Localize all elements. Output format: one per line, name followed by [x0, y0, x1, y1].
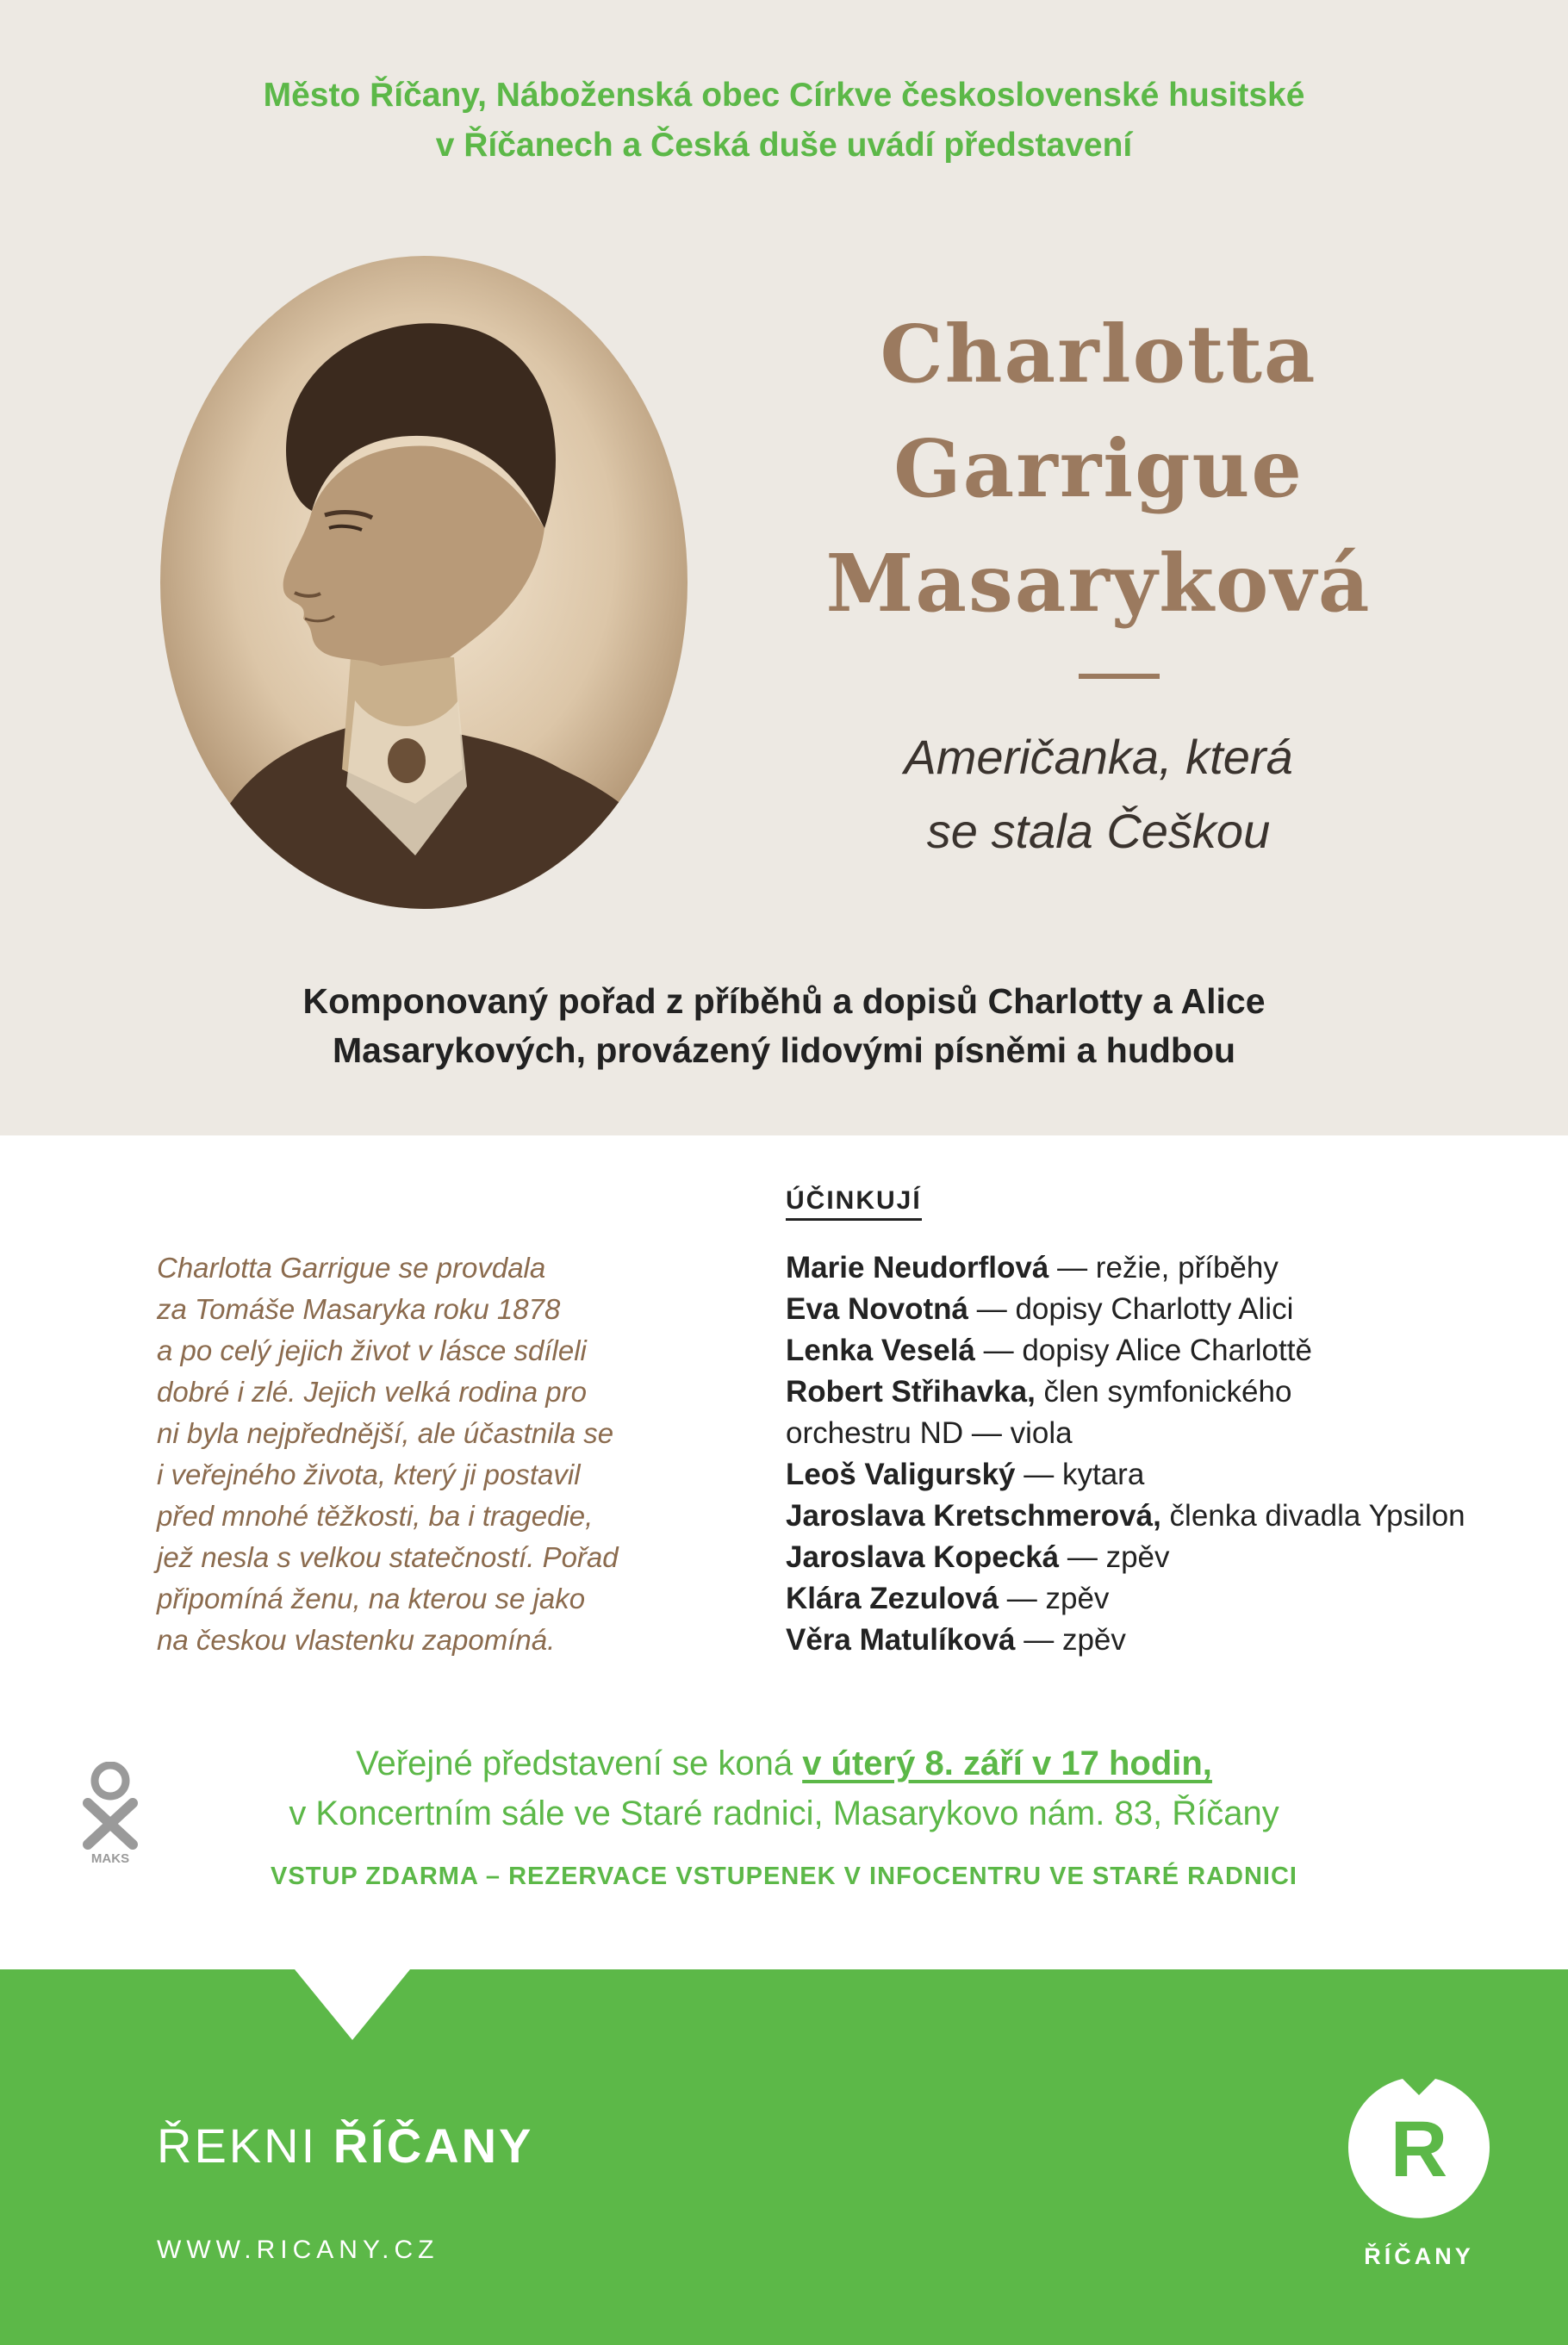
about-line: připomíná ženu, na kterou se jako	[157, 1583, 586, 1614]
event-intro: Veřejné představení se koná	[356, 1745, 803, 1782]
cast-item	[786, 1372, 1544, 1413]
cast-item	[786, 1289, 1544, 1330]
cast-name: Robert Střihavka,	[786, 1375, 1036, 1409]
cast-role: — kytara	[1015, 1458, 1145, 1491]
cast-name: Lenka Veselá	[786, 1334, 975, 1367]
cast-item	[786, 1578, 1544, 1620]
subtitle-line-1: Američanka, která	[904, 730, 1293, 784]
brand-slogan	[157, 2116, 533, 2176]
event-date: v úterý 8. září v 17 hodin,	[802, 1745, 1212, 1782]
title-divider	[1079, 674, 1160, 679]
maks-logo-label: MAKS	[90, 1851, 130, 1865]
cast-role: — režie, příběhy	[1048, 1251, 1279, 1284]
cast-role: člen symfonického	[1035, 1375, 1292, 1409]
cast-item	[786, 1620, 1544, 1661]
cast-name: Jaroslava Kopecká	[786, 1540, 1060, 1574]
ricany-logo-letter: R	[1390, 2106, 1448, 2193]
cast-role: orchestru ND — viola	[786, 1416, 1073, 1450]
cast-role: — zpěv	[1015, 1623, 1126, 1657]
cast-item	[786, 1496, 1544, 1537]
about-line: i veřejného života, který ji postavil	[157, 1459, 581, 1490]
presenter-line-2: v Říčanech a Česká duše uvádí představení	[435, 127, 1133, 164]
about-line: a po celý jejich život v lásce sdíleli	[157, 1334, 587, 1366]
brand-slogan-light: ŘEKNI	[157, 2118, 333, 2173]
cast-role: členka divadla Ypsilon	[1160, 1499, 1465, 1533]
cast-name: Marie Neudorflová	[786, 1251, 1049, 1284]
ricany-logo-label: ŘÍČANY	[1364, 2243, 1474, 2269]
about-line: na českou vlastenku zapomíná.	[157, 1624, 556, 1656]
cast-item	[786, 1330, 1544, 1372]
ricany-logo	[1346, 2074, 1492, 2221]
program-line-2: Masarykových, provázený lidovými písněmi a hudbou	[332, 1030, 1236, 1070]
cast-heading: ÚČINKUJÍ	[786, 1184, 922, 1221]
presenter-line-1: Město Říčany, Náboženská obec Církve československé husitské	[263, 77, 1305, 114]
about-line: za Tomáše Masaryka roku 1878	[157, 1293, 561, 1325]
about-line: před mnohé těžkosti, ba i tragedie,	[157, 1500, 594, 1532]
cast-role: — zpěv	[999, 1582, 1110, 1615]
cast-role: — dopisy Charlotty Alici	[968, 1292, 1294, 1326]
cast-item	[786, 1247, 1544, 1289]
about-line: dobré i zlé. Jejich velká rodina pro	[157, 1376, 587, 1408]
program-description	[0, 977, 1568, 1075]
footer-notch	[295, 1969, 410, 2040]
cast-item	[786, 1413, 1544, 1454]
about-line: ni byla nejpřednější, ale účastnila se	[157, 1417, 614, 1449]
program-line-1: Komponovaný pořad z příběhů a dopisů Charlotty a Alice	[302, 981, 1266, 1021]
cast-name: Klára Zezulová	[786, 1582, 999, 1615]
about-line: jež nesla s velkou statečností. Pořad	[157, 1541, 619, 1573]
title-line-2: Garrigue	[893, 422, 1304, 515]
show-title	[758, 297, 1439, 641]
cast-name: Věra Matulíková	[786, 1623, 1016, 1657]
cast-name: Eva Novotná	[786, 1292, 968, 1326]
portrait-photo	[157, 252, 691, 912]
brand-slogan-bold: ŘÍČANY	[333, 2118, 534, 2173]
presenter-credits	[0, 71, 1568, 171]
entry-info: VSTUP ZDARMA – REZERVACE VSTUPENEK V INFOCENTRU VE STARÉ RADNICI	[271, 1863, 1297, 1890]
cast-item	[786, 1537, 1544, 1578]
event-venue: v Koncertním sále ve Staré radnici, Masarykovo nám. 83, Říčany	[289, 1795, 1279, 1832]
title-line-1: Charlotta	[880, 308, 1317, 401]
website-url[interactable]: WWW.RICANY.CZ	[157, 2236, 439, 2264]
show-subtitle	[758, 720, 1439, 868]
event-details-line-1	[0, 1739, 1568, 1788]
about-paragraph	[157, 1247, 717, 1661]
about-line: Charlotta Garrigue se provdala	[157, 1252, 546, 1284]
cast-item	[786, 1454, 1544, 1496]
title-line-3: Masaryková	[825, 537, 1372, 630]
cast-name: Jaroslava Kretschmerová,	[786, 1499, 1161, 1533]
cast-role: — dopisy Alice Charlottě	[974, 1334, 1312, 1367]
cast-list	[786, 1247, 1544, 1661]
cast-name: Leoš Valigurský	[786, 1458, 1016, 1491]
cast-role: — zpěv	[1059, 1540, 1170, 1574]
subtitle-line-2: se stala Češkou	[926, 804, 1271, 858]
